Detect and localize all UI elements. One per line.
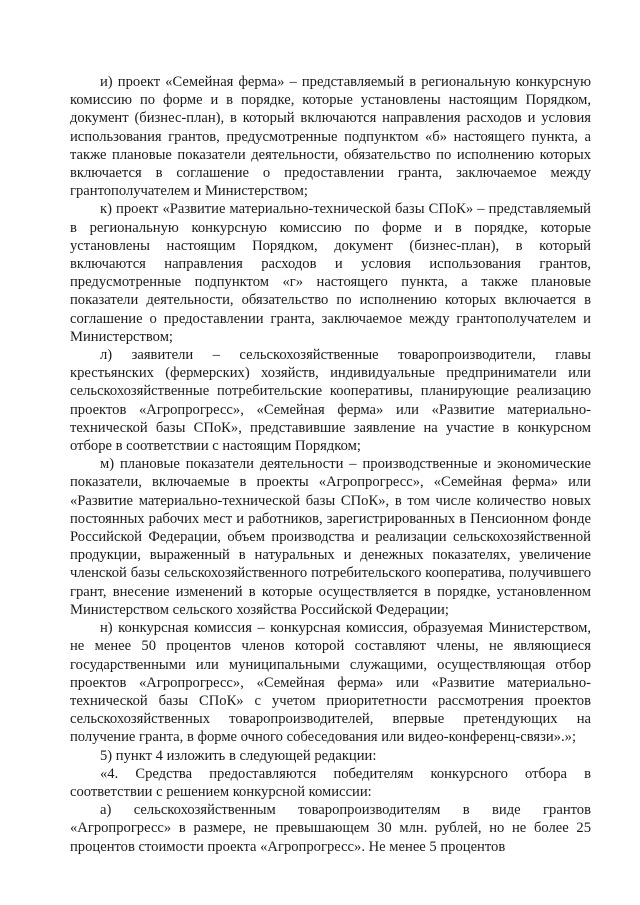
paragraph-item-a: а) сельскохозяйственным товаропроизводителям в виде грантов «Агропрогресс» в размере, не превышающем 30 млн. рублей, но не более 25 процентов стоимости проекта «Агропрогресс». Не менее 5 процентов bbox=[70, 802, 591, 855]
document-body bbox=[70, 73, 591, 856]
paragraph-item-l: л) заявители – сельскохозяйственные товаропроизводители, главы крестьянских (фермерских) хозяйств, индивидуальные предприниматели или сельскохозяйственные потребительские кооперативы, планирующие реализацию проектов «Агропрогресс», «Семейная ферма» или «Развитие материально-технической базы СПоК», представившие заявление на участие в конкурсном отборе в соответствии с настоящим Порядком; bbox=[70, 347, 591, 455]
paragraph-item-k: к) проект «Развитие материально-технической базы СПоК» – представляемый в региональную конкурсную комиссию по форме и в порядке, которые установлены настоящим Порядком, документ (бизнес-план), в который включаются направления расходов и условия использования грантов, предусмотренные подпунктом «г» настоящего пункта, а также плановые показатели деятельности, обязательство по исполнению которых включается в соглашение о предоставлении гранта, заключаемое между грантополучателем и Министерством; bbox=[70, 201, 591, 345]
paragraph-point-5: 5) пункт 4 изложить в следующей редакции: bbox=[100, 747, 377, 764]
paragraph-item-m: м) плановые показатели деятельности – производственные и экономические показатели, включаемые в проекты «Агропрогресс», «Семейная ферма» или «Развитие материально-технической базы СПоК», в том числе количество новых постоянных рабочих мест и работников, зарегистрированных в Пенсионном фонде Российской Федерации, объем производства и реализации сельскохозяйственной продукции, выраженный в натуральных и денежных показателях, увеличение членской базы сельскохозяйственного потребительского кооператива, получившего грант, внесение изменений в которые осуществляется в порядке, установленном Министерством сельского хозяйства Российской Федерации; bbox=[70, 456, 591, 618]
paragraph-item-n: н) конкурсная комиссия – конкурсная комиссия, образуемая Министерством, не менее 50 процентов членов которой составляют члены, не являющиеся государственными или муниципальными служащими, осуществляющая отбор проектов «Агропрогресс», «Семейная ферма» или «Развитие материально-технической базы СПоК» с учетом приоритетности рассмотрения проектов сельскохозяйственных товаропроизводителей, впервые претендующих на получение гранта, в форме очного собеседования или видео-конференц-связи».»; bbox=[70, 620, 591, 746]
paragraph-clause-4: «4. Средства предоставляются победителям конкурсного отбора в соответствии с решением конкурсной комиссии: bbox=[70, 765, 591, 800]
paragraph-item-i: и) проект «Семейная ферма» – представляемый в региональную конкурсную комиссию по форме и в порядке, которые установлены настоящим Порядком, документ (бизнес-план), в который включаются направления расходов и условия использования грантов, предусмотренные подпунктом «б» настоящего пункта, а также плановые показатели деятельности, обязательство по исполнению которых включается в соглашение о предоставлении гранта, заключаемое между грантополучателем и Министерством; bbox=[70, 74, 591, 200]
